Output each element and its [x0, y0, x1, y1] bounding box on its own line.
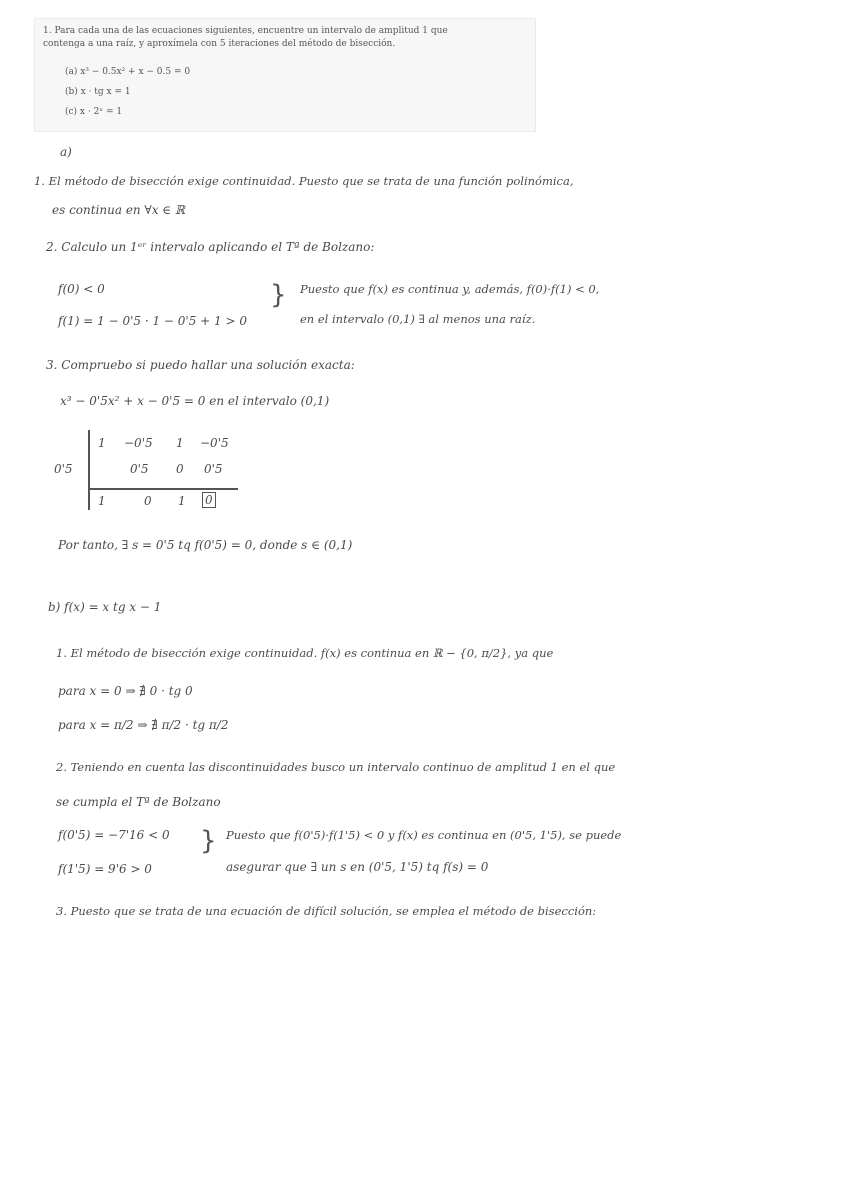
ruffini-cell: 1 — [98, 436, 106, 450]
a-f-of-1: f(1) = 1 − 0'5 · 1 − 0'5 + 1 > 0 — [58, 314, 247, 328]
ruffini-cell: 0 — [144, 494, 152, 508]
b-f-of-0-5: f(0'5) = −7'16 < 0 — [58, 828, 170, 842]
ruffini-cell: 1 — [98, 494, 106, 508]
b-step2-line2: se cumpla el Tª de Bolzano — [56, 795, 221, 809]
ruffini-root: 0'5 — [54, 462, 73, 476]
problem-intro — [43, 25, 529, 51]
b-step3: 3. Puesto que se trata de una ecuación de difícil solución, se emplea el método de bisección: — [56, 904, 597, 918]
ruffini-vertical-rule — [88, 430, 90, 510]
equation-c: (c) x · 2ˣ = 1 — [65, 107, 123, 117]
ruffini-horizontal-rule — [88, 488, 238, 490]
b-f-of-1-5: f(1'5) = 9'6 > 0 — [58, 862, 152, 876]
ruffini-cell: 1 — [178, 494, 186, 508]
ruffini-cell: 1 — [176, 436, 184, 450]
ruffini-remainder: 0 — [202, 492, 216, 508]
a-conclusion: Por tanto, ∃ s = 0'5 tq f(0'5) = 0, donde s ∈ (0,1) — [58, 538, 353, 552]
problem-intro-line-1: 1. Para cada una de las ecuaciones siguientes, encuentre un intervalo de amplitud 1 que — [43, 26, 448, 36]
equation-b: (b) x · tg x = 1 — [65, 87, 131, 97]
a-step1-line2: es continua en ∀x ∈ ℝ — [52, 203, 185, 217]
a-brace-line1: Puesto que f(x) es continua y, además, f(0)·f(1) < 0, — [300, 282, 600, 296]
a-brace: } — [270, 280, 287, 310]
a-step3-equation: x³ − 0'5x² + x − 0'5 = 0 en el intervalo (0,1) — [60, 394, 330, 408]
b-brace: } — [200, 826, 217, 856]
problem-intro-line-2: contenga a una raíz, y aproxímela con 5 iteraciones del método de bisección. — [43, 39, 396, 49]
b-step2-line1: 2. Teniendo en cuenta las discontinuidades busco un intervalo continuo de amplitud 1 en el que — [56, 760, 616, 774]
ruffini-cell: −0'5 — [200, 436, 229, 450]
label-part-b: b) f(x) = x tg x − 1 — [48, 600, 162, 614]
ruffini-cell: 0'5 — [204, 462, 223, 476]
equation-a: (a) x³ − 0.5x² + x − 0.5 = 0 — [65, 67, 191, 77]
b-step1-line3: para x = π/2 ⇒ ∄ π/2 · tg π/2 — [58, 718, 229, 732]
ruffini-cell: 0 — [176, 462, 184, 476]
label-part-a: a) — [60, 145, 72, 159]
a-step1-line1: 1. El método de bisección exige continuidad. Puesto que se trata de una función polinómica, — [34, 174, 574, 188]
a-f-of-0: f(0) < 0 — [58, 282, 105, 296]
a-step2-title: 2. Calculo un 1ᵉʳ intervalo aplicando el Tª de Bolzano: — [46, 240, 375, 254]
b-step1-line1: 1. El método de bisección exige continuidad. f(x) es continua en ℝ − {0, π/2}, ya que — [56, 646, 554, 660]
a-step3-title: 3. Compruebo si puedo hallar una solución exacta: — [46, 358, 355, 372]
b-brace-line2: asegurar que ∃ un s en (0'5, 1'5) tq f(s) = 0 — [226, 860, 489, 874]
b-step1-line2: para x = 0 ⇒ ∄ 0 · tg 0 — [58, 684, 193, 698]
ruffini-cell: −0'5 — [124, 436, 153, 450]
problem-statement — [34, 18, 536, 132]
a-brace-line2: en el intervalo (0,1) ∃ al menos una raíz. — [300, 312, 536, 326]
ruffini-cell: 0'5 — [130, 462, 149, 476]
b-brace-line1: Puesto que f(0'5)·f(1'5) < 0 y f(x) es continua en (0'5, 1'5), se puede — [226, 828, 622, 842]
